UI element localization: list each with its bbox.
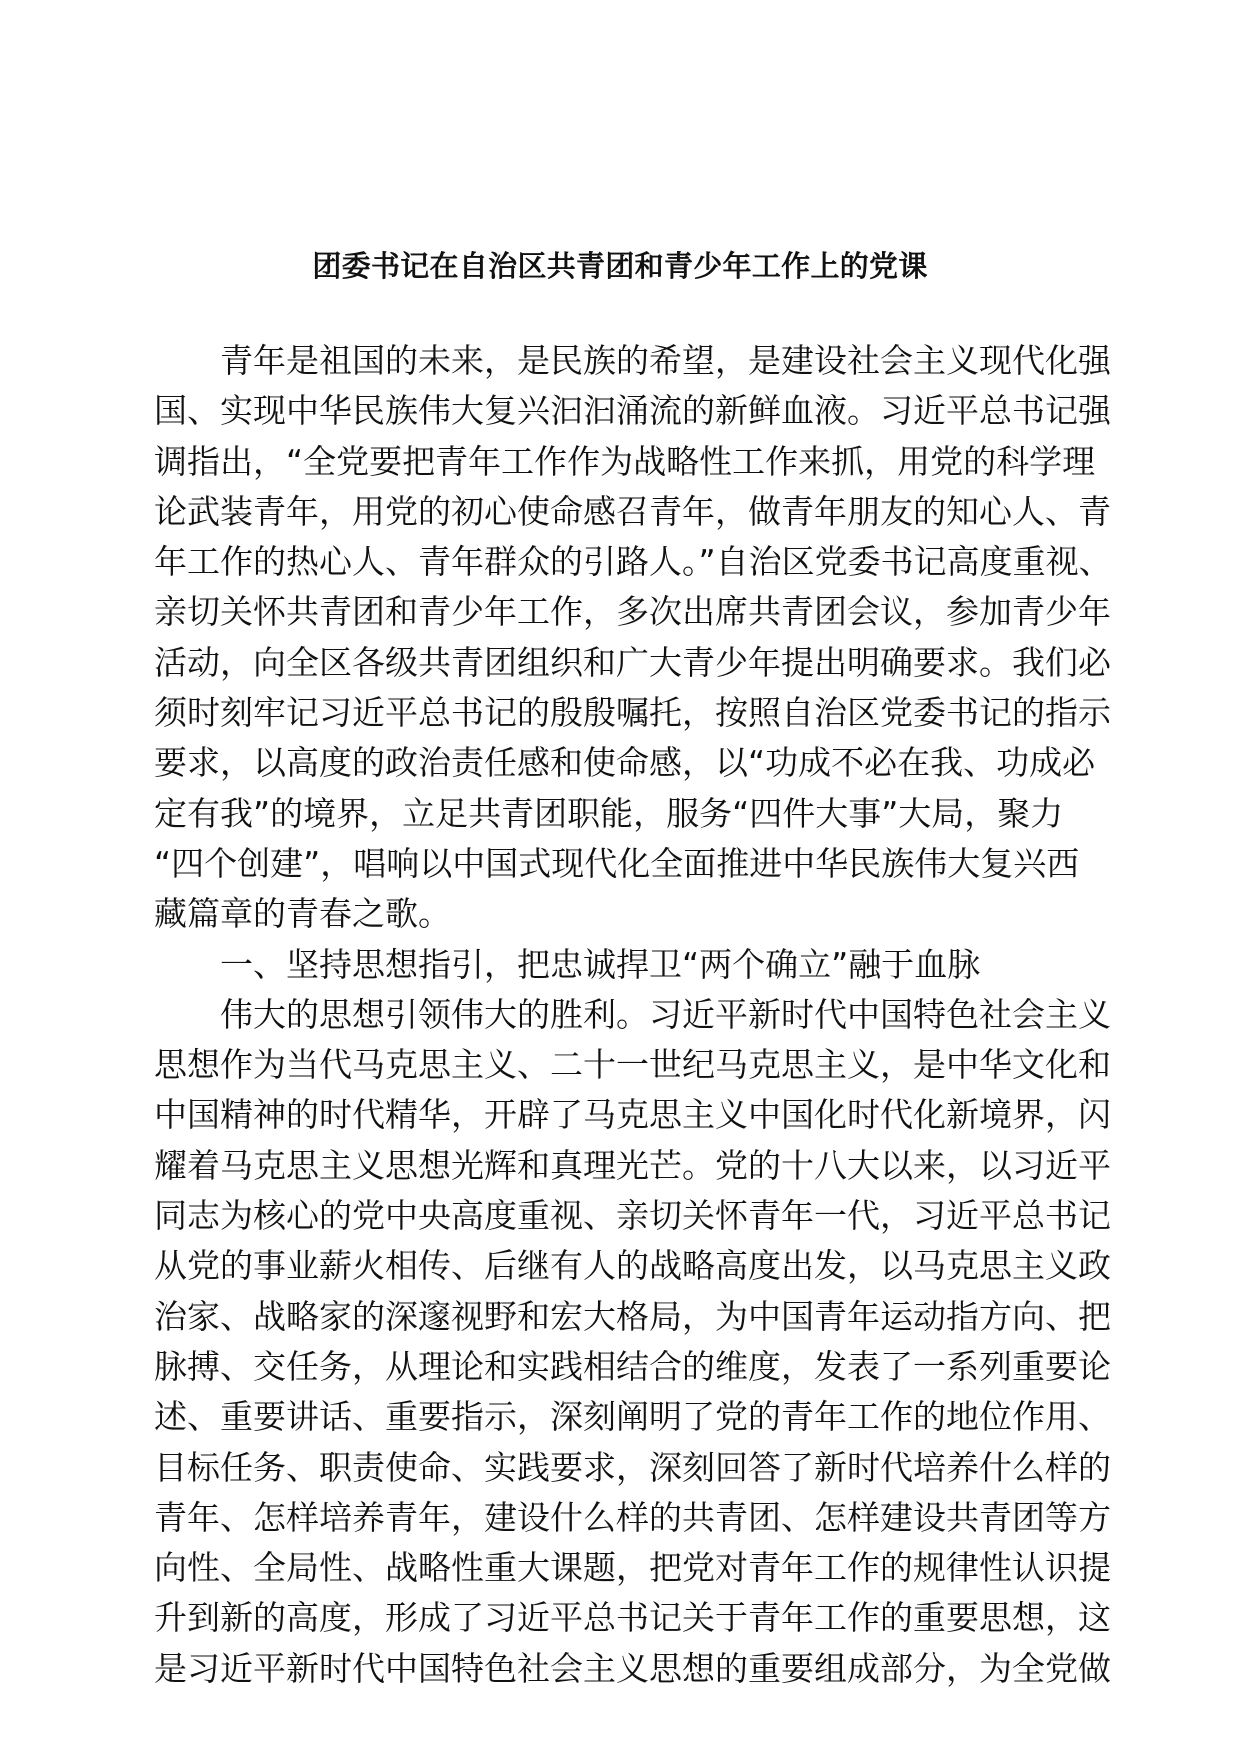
paragraph-2-line: 耀着马克思主义思想光辉和真理光芒。党的十八大以来，以习近平 — [154, 1145, 1111, 1185]
paragraph-1-line: 定有我”的境界，立足共青团职能，服务“四件大事”大局，聚力 — [154, 793, 1064, 833]
paragraph-2-line: 目标任务、职责使命、实践要求，深刻回答了新时代培养什么样的 — [154, 1447, 1111, 1487]
paragraph-1-line: “四个创建”，唱响以中国式现代化全面推进中华民族伟大复兴西 — [154, 843, 1080, 883]
paragraph-2-line: 述、重要讲话、重要指示，深刻阐明了党的青年工作的地位作用、 — [154, 1397, 1111, 1437]
paragraph-1-line: 国、实现中华民族伟大复兴汩汩涌流的新鲜血液。习近平总书记强 — [154, 391, 1111, 431]
paragraph-2-line: 升到新的高度，形成了习近平总书记关于青年工作的重要思想，这 — [154, 1598, 1111, 1638]
paragraph-2-line: 治家、战略家的深邃视野和宏大格局，为中国青年运动指方向、把 — [154, 1296, 1111, 1336]
paragraph-1-line: 藏篇章的青春之歌。 — [154, 894, 451, 934]
paragraph-2-line: 向性、全局性、战略性重大课题，把党对青年工作的规律性认识提 — [154, 1548, 1111, 1588]
paragraph-1-line: 活动，向全区各级共青团组织和广大青少年提出明确要求。我们必 — [154, 642, 1111, 682]
document-title: 团委书记在自治区共青团和青少年工作上的党课 — [312, 249, 928, 283]
paragraph-1-line: 青年是祖国的未来，是民族的希望，是建设社会主义现代化强 — [220, 341, 1111, 380]
paragraph-2-line: 思想作为当代马克思主义、二十一世纪马克思主义，是中华文化和 — [154, 1045, 1111, 1085]
paragraph-2-line: 从党的事业薪火相传、后继有人的战略高度出发，以马克思主义政 — [154, 1246, 1111, 1286]
paragraph-1-line: 须时刻牢记习近平总书记的殷殷嘱托，按照自治区党委书记的指示 — [154, 693, 1111, 733]
paragraph-1-line: 论武装青年，用党的初心使命感召青年，做青年朋友的知心人、青 — [154, 491, 1111, 531]
paragraph-1-line: 亲切关怀共青团和青少年工作，多次出席共青团会议，参加青少年 — [154, 592, 1111, 632]
paragraph-2-line: 脉搏、交任务，从理论和实践相结合的维度，发表了一系列重要论 — [154, 1346, 1111, 1386]
paragraph-2-line: 青年、怎样培养青年，建设什么样的共青团、怎样建设共青团等方 — [154, 1497, 1111, 1537]
document-body — [154, 336, 1112, 1694]
paragraph-2-line: 中国精神的时代精华，开辟了马克思主义中国化时代化新境界，闪 — [154, 1095, 1111, 1135]
paragraph-2-line: 伟大的思想引领伟大的胜利。习近平新时代中国特色社会主义 — [220, 994, 1111, 1034]
paragraph-1-line: 调指出，“全党要把青年工作作为战略性工作来抓，用党的科学理 — [154, 441, 1096, 481]
paragraph-2-line: 同志为核心的党中央高度重视、亲切关怀青年一代，习近平总书记 — [154, 1196, 1111, 1236]
section-heading: 一、坚持思想指引，把忠诚捍卫“两个确立”融于血脉 — [220, 944, 981, 984]
paragraph-2-line: 是习近平新时代中国特色社会主义思想的重要组成部分，为全党做 — [154, 1648, 1111, 1688]
paragraph-1-line: 要求，以高度的政治责任感和使命感，以“功成不必在我、功成必 — [154, 743, 1096, 783]
paragraph-1-line: 年工作的热心人、青年群众的引路人。”自治区党委书记高度重视、 — [154, 542, 1112, 582]
